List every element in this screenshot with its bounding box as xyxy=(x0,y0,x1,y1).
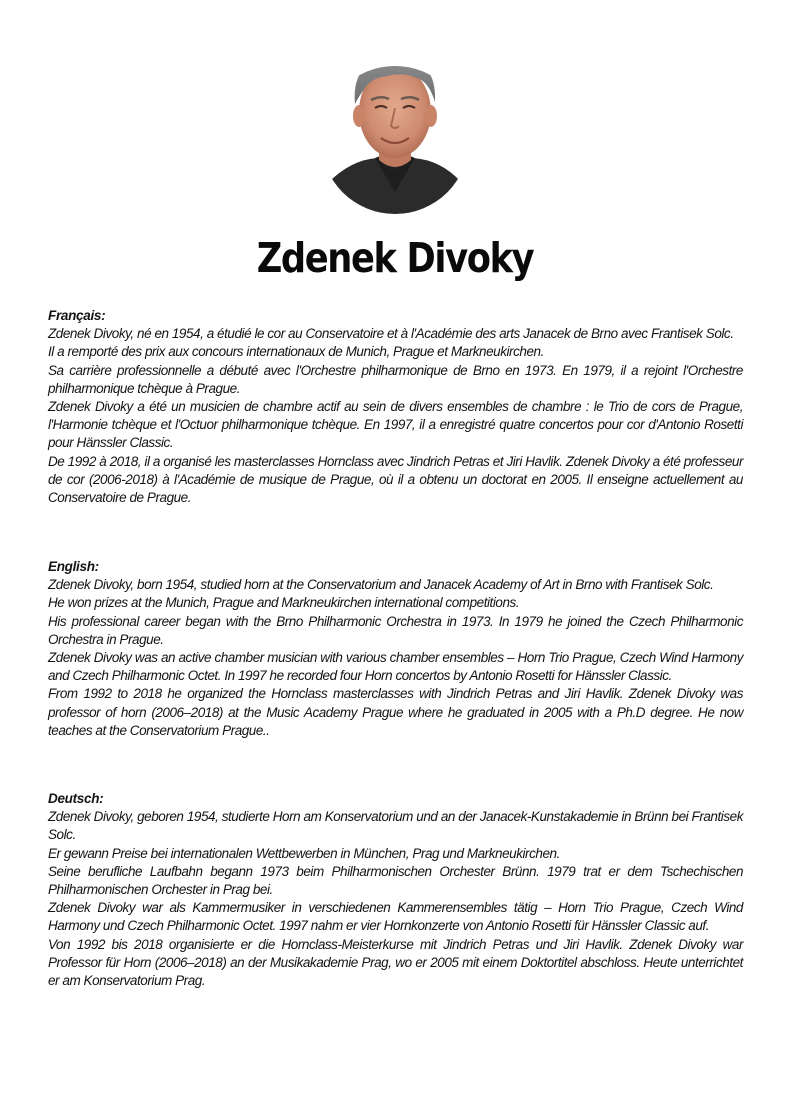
person-name: Zdenek Divoky xyxy=(256,234,534,282)
paragraph: From 1992 to 2018 he organized the Hornclass masterclasses with Jindrich Petras and Jiri Havlik. Zdenek Divoky was professor of horn (2006–2018) at the Music Academy Prague where he graduated in 2005 with a Ph.D degree. He now teaches at the Conservatorium Prague.. xyxy=(48,686,743,738)
paragraph: Zdenek Divoky, born 1954, studied horn at the Conservatorium and Janacek Academy of Art in Brno with Frantisek Solc. xyxy=(48,577,714,593)
paragraph: Von 1992 bis 2018 organisierte er die Hornclass-Meisterkurse mit Jindrich Petras und Jiri Havlik. Zdenek Divoky war Professor für Horn (2006–2018) an der Musikakademie Prag, wo er 2005 mit einem Doktortitel abschloss. Heute unterrichtet er am Konservatorium Prag. xyxy=(48,936,743,989)
paragraph: Zdenek Divoky, né en 1954, a étudié le cor au Conservatoire et à l'Académie des arts Janacek de Brno avec Frantisek Solc. xyxy=(48,326,734,342)
paragraph: Zdenek Divoky was an active chamber musician with various chamber ensembles – Horn Trio Prague, Czech Wind Harmony and Czech Philharmonic Octet. In 1997 he recorded four Horn concertos by Antonio Rosetti for Hänssler Classic. xyxy=(48,650,743,684)
section-heading: Français: xyxy=(48,308,106,323)
paragraph: Zdenek Divoky war als Kammermusiker in verschiedenen Kammerensembles tätig – Horn Trio Prague, Czech Wind Harmony und Czech Philharmonic Octet. 1997 nahm er vier Hornkonzerte von Antonio Rosetti für Hänssler Classic auf. xyxy=(48,900,743,934)
paragraph: He won prizes at the Munich, Prague and Markneukirchen international competitions. xyxy=(48,595,520,611)
section-german xyxy=(48,790,743,990)
section-heading: Deutsch: xyxy=(48,791,104,806)
paragraph: Il a remporté des prix aux concours internationaux de Munich, Prague et Markneukirchen. xyxy=(48,344,544,360)
paragraph: Zdenek Divoky a été un musicien de chambre actif au sein de divers ensembles de chambre : le Trio de cors de Prague, l'Harmonie tchèque et l'Octuor philharmonique tchèque. En 1997, il a enregistré quatre concertos pour cor d'Antonio Rosetti pour Hänssler Classic. xyxy=(48,399,743,451)
paragraph: His professional career began with the Brno Philharmonic Orchestra in 1973. In 1979 he joined the Czech Philharmonic Orchestra in Prague. xyxy=(48,613,743,647)
section-french xyxy=(48,307,743,507)
section-english xyxy=(48,558,743,740)
paragraph: Sa carrière professionnelle a débuté avec l'Orchestre philharmonique de Brno en 1973. En 1979, il a rejoint l'Orchestre philharmonique tchèque à Prague. xyxy=(48,362,743,396)
section-heading: English: xyxy=(48,559,99,574)
paragraph: Zdenek Divoky, geboren 1954, studierte Horn am Konservatorium und an der Janacek-Kunstakademie in Brünn bei Frantisek Solc. xyxy=(48,809,743,843)
paragraph: Seine berufliche Laufbahn begann 1973 beim Philharmonischen Orchester Brünn. 1979 trat er dem Tschechischen Philharmonischen Orchester in Prag bei. xyxy=(48,863,743,898)
paragraph: De 1992 à 2018, il a organisé les masterclasses Hornclass avec Jindrich Petras et Jiri Havlik. Zdenek Divoky a été professeur de cor (2006-2018) à l'Académie de musique de Prague, où il a obtenu un doctorat en 2005. Il enseigne actuellement au Conservatoire de Prague. xyxy=(48,453,743,506)
paragraph: Er gewann Preise bei internationalen Wettbewerben in München, Prag und Markneukirchen. xyxy=(48,845,560,861)
portrait-photo xyxy=(321,42,469,214)
